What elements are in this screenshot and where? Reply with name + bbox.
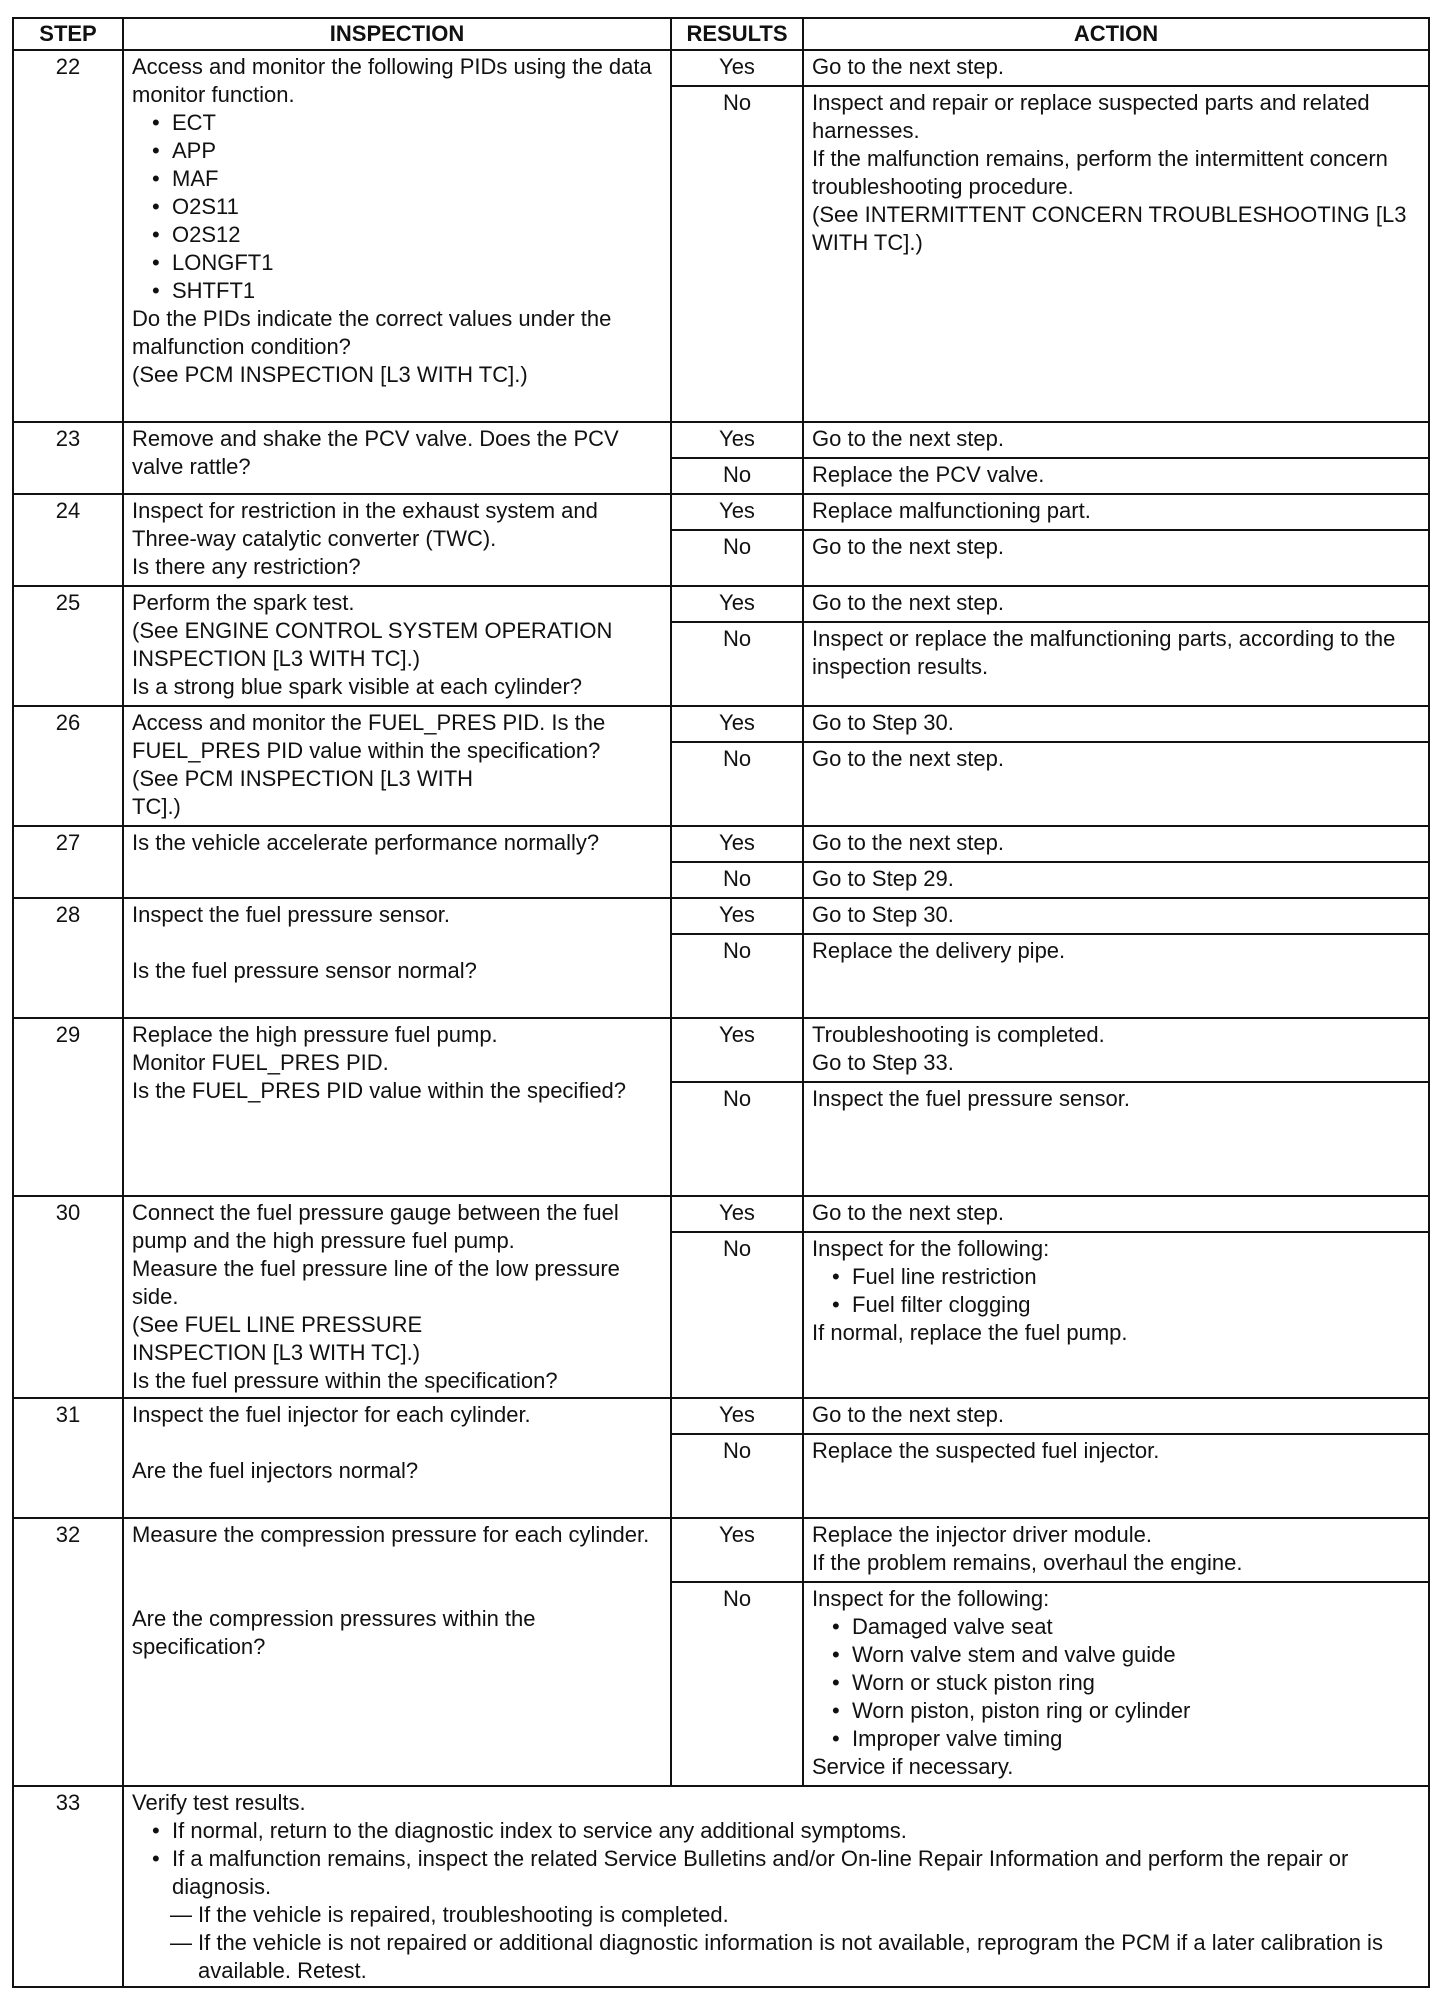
action-yes: Go to the next step. bbox=[803, 50, 1429, 86]
action-text: Inspect and repair or replace suspected parts and related harnesses. bbox=[812, 90, 1370, 143]
inspection-cell bbox=[123, 50, 671, 422]
result-yes: Yes bbox=[671, 706, 803, 742]
step-number: 23 bbox=[13, 422, 123, 494]
result-no: No bbox=[671, 862, 803, 898]
list-item: • MAF bbox=[154, 165, 662, 193]
result-no: No bbox=[671, 530, 803, 586]
action-no: Go to the next step. bbox=[803, 742, 1429, 826]
inspection-text: Is there any restriction? bbox=[132, 554, 361, 579]
inspection-cell bbox=[123, 706, 671, 826]
inspection-text: Are the fuel injectors normal? bbox=[132, 1458, 419, 1483]
inspection-text: Inspect the fuel pressure sensor. bbox=[132, 902, 450, 927]
list-item: — If the vehicle is not repaired or additional diagnostic information is not available, reprogram the PCM if a later calibration is available. Retest. bbox=[176, 1929, 1420, 1985]
inspection-text: Replace the high pressure fuel pump. bbox=[132, 1022, 498, 1047]
step-number: 24 bbox=[13, 494, 123, 586]
result-yes: Yes bbox=[671, 586, 803, 622]
table-row bbox=[13, 1518, 1429, 1582]
result-no: No bbox=[671, 1434, 803, 1518]
header-inspection: INSPECTION bbox=[123, 18, 671, 50]
inspection-text: Is the fuel pressure sensor normal? bbox=[132, 958, 477, 983]
result-no: No bbox=[671, 1232, 803, 1398]
step-number: 22 bbox=[13, 50, 123, 422]
diagnostic-table bbox=[12, 17, 1430, 1988]
step-number: 26 bbox=[13, 706, 123, 826]
action-text: If the problem remains, overhaul the engine. bbox=[812, 1550, 1243, 1575]
list-item: • O2S12 bbox=[154, 221, 662, 249]
list-item: • Fuel filter clogging bbox=[834, 1291, 1420, 1319]
action-no: Replace the delivery pipe. bbox=[803, 934, 1429, 1018]
result-no: No bbox=[671, 86, 803, 422]
table-header bbox=[13, 18, 1429, 50]
header-results: RESULTS bbox=[671, 18, 803, 50]
list-item: • SHTFT1 bbox=[154, 277, 662, 305]
action-yes bbox=[803, 1518, 1429, 1582]
step-number: 31 bbox=[13, 1398, 123, 1518]
action-text: Troubleshooting is completed. bbox=[812, 1022, 1105, 1047]
list-item: • APP bbox=[154, 137, 662, 165]
inspection-cell bbox=[123, 1018, 671, 1196]
action-yes: Go to the next step. bbox=[803, 586, 1429, 622]
list-item: • O2S11 bbox=[154, 193, 662, 221]
inspection-cell bbox=[123, 1518, 671, 1786]
action-text: Inspect for the following: bbox=[812, 1586, 1050, 1611]
action-text: Service if necessary. bbox=[812, 1754, 1014, 1779]
inspection-cell: Remove and shake the PCV valve. Does the PCV valve rattle? bbox=[123, 422, 671, 494]
inspection-text: Is the fuel pressure within the specification? bbox=[132, 1368, 558, 1393]
inspection-text: Measure the fuel pressure line of the low pressure side. bbox=[132, 1256, 620, 1309]
table-row bbox=[13, 1786, 1429, 1987]
list-item: • If normal, return to the diagnostic index to service any additional symptoms. bbox=[154, 1817, 1420, 1845]
inspection-cell bbox=[123, 1196, 671, 1398]
action-no: Replace the suspected fuel injector. bbox=[803, 1434, 1429, 1518]
action-text: Go to Step 33. bbox=[812, 1050, 954, 1075]
action-text: If the malfunction remains, perform the intermittent concern troubleshooting procedure. bbox=[812, 146, 1388, 199]
step-number: 27 bbox=[13, 826, 123, 898]
inspection-text: Perform the spark test. bbox=[132, 590, 355, 615]
action-yes: Go to Step 30. bbox=[803, 898, 1429, 934]
result-no: No bbox=[671, 742, 803, 826]
action-yes: Go to Step 30. bbox=[803, 706, 1429, 742]
inspection-text: Inspect for restriction in the exhaust system and Three-way catalytic converter (TWC). bbox=[132, 498, 598, 551]
list-item: • Damaged valve seat bbox=[834, 1613, 1420, 1641]
step-number: 29 bbox=[13, 1018, 123, 1196]
verify-list bbox=[132, 1817, 1420, 1901]
list-item: • Worn or stuck piston ring bbox=[834, 1669, 1420, 1697]
action-yes: Go to the next step. bbox=[803, 1196, 1429, 1232]
action-no: Inspect the fuel pressure sensor. bbox=[803, 1082, 1429, 1196]
action-no bbox=[803, 86, 1429, 422]
inspection-text: Are the compression pressures within the specification? bbox=[132, 1606, 536, 1659]
action-yes: Go to the next step. bbox=[803, 826, 1429, 862]
inspection-text: (See PCM INSPECTION [L3 WITH TC].) bbox=[132, 362, 528, 387]
list-item: — If the vehicle is repaired, troubleshooting is completed. bbox=[176, 1901, 1420, 1929]
verify-sublist bbox=[132, 1901, 1420, 1985]
result-yes: Yes bbox=[671, 826, 803, 862]
inspection-cell bbox=[123, 586, 671, 706]
table-row bbox=[13, 706, 1429, 742]
check-list bbox=[812, 1263, 1420, 1319]
result-yes: Yes bbox=[671, 1518, 803, 1582]
action-text: If normal, replace the fuel pump. bbox=[812, 1320, 1128, 1345]
list-item: • LONGFT1 bbox=[154, 249, 662, 277]
table-row bbox=[13, 586, 1429, 622]
list-item: • Fuel line restriction bbox=[834, 1263, 1420, 1291]
header-step: STEP bbox=[13, 18, 123, 50]
result-yes: Yes bbox=[671, 422, 803, 458]
action-yes: Replace malfunctioning part. bbox=[803, 494, 1429, 530]
list-item: • Improper valve timing bbox=[834, 1725, 1420, 1753]
action-no: Inspect or replace the malfunctioning parts, according to the inspection results. bbox=[803, 622, 1429, 706]
action-yes: Go to the next step. bbox=[803, 422, 1429, 458]
table-row bbox=[13, 50, 1429, 86]
inspection-text: (See ENGINE CONTROL SYSTEM OPERATION INSPECTION [L3 WITH TC].) bbox=[132, 618, 613, 671]
result-yes: Yes bbox=[671, 898, 803, 934]
inspection-text: (See FUEL LINE PRESSURE INSPECTION [L3 WITH TC].) bbox=[132, 1312, 423, 1365]
step-number: 28 bbox=[13, 898, 123, 1018]
inspection-text: Access and monitor the following PIDs using the data monitor function. bbox=[132, 54, 652, 107]
header-action: ACTION bbox=[803, 18, 1429, 50]
action-no: Go to the next step. bbox=[803, 530, 1429, 586]
inspection-cell bbox=[123, 898, 671, 1018]
result-no: No bbox=[671, 1082, 803, 1196]
pid-list bbox=[132, 109, 662, 305]
inspection-text: Measure the compression pressure for each cylinder. bbox=[132, 1522, 650, 1547]
inspection-text: Connect the fuel pressure gauge between the fuel pump and the high pressure fuel pump. bbox=[132, 1200, 619, 1253]
verify-intro: Verify test results. bbox=[132, 1790, 306, 1815]
result-no: No bbox=[671, 458, 803, 494]
action-text: Inspect for the following: bbox=[812, 1236, 1050, 1261]
action-text: (See INTERMITTENT CONCERN TROUBLESHOOTING [L3 WITH TC].) bbox=[812, 202, 1407, 255]
check-list bbox=[812, 1613, 1420, 1753]
inspection-text: Inspect the fuel injector for each cylinder. bbox=[132, 1402, 531, 1427]
action-yes: Go to the next step. bbox=[803, 1398, 1429, 1434]
result-no: No bbox=[671, 1582, 803, 1786]
inspection-text: Is the FUEL_PRES PID value within the specified? bbox=[132, 1078, 627, 1103]
table-row bbox=[13, 898, 1429, 934]
result-yes: Yes bbox=[671, 1196, 803, 1232]
action-yes bbox=[803, 1018, 1429, 1082]
inspection-text: Access and monitor the FUEL_PRES PID. Is the FUEL_PRES PID value within the specification? bbox=[132, 710, 606, 763]
action-text: Replace the injector driver module. bbox=[812, 1522, 1152, 1547]
result-yes: Yes bbox=[671, 494, 803, 530]
step-number: 30 bbox=[13, 1196, 123, 1398]
table-row bbox=[13, 494, 1429, 530]
inspection-text: Is a strong blue spark visible at each cylinder? bbox=[132, 674, 583, 699]
list-item: • Worn piston, piston ring or cylinder bbox=[834, 1697, 1420, 1725]
inspection-cell: Is the vehicle accelerate performance normally? bbox=[123, 826, 671, 898]
list-item: • If a malfunction remains, inspect the related Service Bulletins and/or On-line Repair Information and perform the repair or diagnosis. bbox=[154, 1845, 1420, 1901]
step-number: 25 bbox=[13, 586, 123, 706]
step-number: 33 bbox=[13, 1786, 123, 1987]
list-item: • Worn valve stem and valve guide bbox=[834, 1641, 1420, 1669]
result-yes: Yes bbox=[671, 1398, 803, 1434]
result-yes: Yes bbox=[671, 1018, 803, 1082]
result-no: No bbox=[671, 934, 803, 1018]
table-row bbox=[13, 826, 1429, 862]
action-no: Go to Step 29. bbox=[803, 862, 1429, 898]
list-item: • ECT bbox=[154, 109, 662, 137]
result-yes: Yes bbox=[671, 50, 803, 86]
inspection-text: Monitor FUEL_PRES PID. bbox=[132, 1050, 389, 1075]
result-no: No bbox=[671, 622, 803, 706]
table-row bbox=[13, 1018, 1429, 1082]
inspection-cell bbox=[123, 1398, 671, 1518]
table-row bbox=[13, 1196, 1429, 1232]
action-no bbox=[803, 1582, 1429, 1786]
inspection-text: (See PCM INSPECTION [L3 WITH TC].) bbox=[132, 766, 474, 819]
action-no bbox=[803, 1232, 1429, 1398]
step-number: 32 bbox=[13, 1518, 123, 1786]
table-row bbox=[13, 422, 1429, 458]
inspection-text: Do the PIDs indicate the correct values under the malfunction condition? bbox=[132, 306, 612, 359]
inspection-cell bbox=[123, 494, 671, 586]
action-no: Replace the PCV valve. bbox=[803, 458, 1429, 494]
verify-cell bbox=[123, 1786, 1429, 1987]
table-row bbox=[13, 1398, 1429, 1434]
